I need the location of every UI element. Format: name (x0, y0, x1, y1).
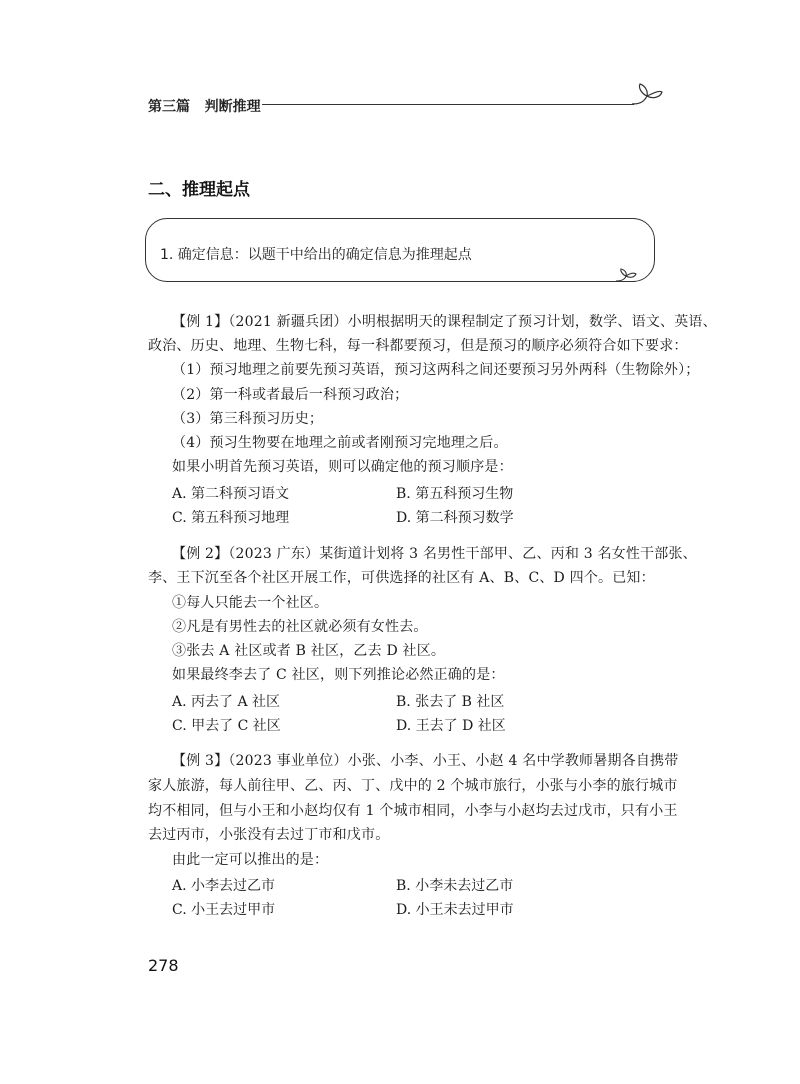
example-3-line: 去过丙市，小张没有去过丁市和戊市。 (148, 827, 390, 843)
running-header (148, 96, 261, 116)
example-3-option-a: A. 小李去过乙市 (172, 878, 276, 894)
example-1-line: 如果小明首先预习英语，则可以确定他的预习顺序是： (172, 459, 513, 475)
example-3-line: 均不相同，但与小王和小赵均仅有 1 个城市相同，小李与小赵均去过戊市，只有小王 (148, 803, 678, 819)
example-1-line: （1）预习地理之前要先预习英语，预习这两科之间还要预习另外两科（生物除外）； (172, 362, 700, 378)
example-1-line: （4）预习生物要在地理之前或者刚预习完地理之后。 (172, 435, 508, 451)
sprout-icon (630, 82, 664, 108)
example-1-option-c: C. 第五科预习地理 (172, 510, 290, 526)
example-2-line: ③张去 A 社区或者 B 社区，乙去 D 社区。 (172, 643, 446, 659)
example-3-line: 家人旅游，每人前往甲、乙、丙、丁、戊中的 2 个城市旅行，小张与小李的旅行城市 (148, 778, 678, 794)
example-1-line: 政治、历史、地理、生物七科，每一科都要预习，但是预习的顺序必须符合如下要求： (148, 338, 688, 354)
example-3-option-d: D. 小王未去过甲市 (396, 902, 514, 918)
example-2-line: ①每人只能去一个社区。 (172, 595, 329, 611)
info-box-text: 1. 确定信息：以题干中给出的确定信息为推理起点 (160, 247, 472, 263)
example-2-line: 如果最终李去了 C 社区，则下列推论必然正确的是： (172, 667, 505, 683)
example-2-option-d: D. 王去了 D 社区 (396, 718, 506, 734)
header-part: 第三篇 (148, 99, 190, 115)
example-1-option-b: B. 第五科预习生物 (396, 486, 514, 502)
header-subject: 判断推理 (204, 99, 261, 115)
example-2-option-c: C. 甲去了 C 社区 (172, 718, 281, 734)
example-2-line: ②凡是有男性去的社区就必须有女性去。 (172, 619, 428, 635)
section-title: 二、推理起点 (148, 180, 250, 200)
header-rule (262, 104, 634, 105)
leaf-icon (614, 268, 638, 284)
example-1-line: （3）第三科预习历史； (172, 411, 324, 427)
example-1-line: （2）第一科或者最后一科预习政治； (172, 387, 409, 403)
example-1-option-a: A. 第二科预习语文 (172, 486, 290, 502)
example-2-option-a: A. 丙去了 A 社区 (172, 694, 281, 710)
example-3-line: 由此一定可以推出的是： (172, 852, 329, 868)
example-2-option-b: B. 张去了 B 社区 (396, 694, 505, 710)
example-2-line: 【例 2】（2023 广东）某街道计划将 3 名男性干部甲、乙、丙和 3 名女性干部张、 (172, 546, 697, 562)
example-2-line: 李、王下沉至各个社区开展工作，可供选择的社区有 A、B、C、D 四个。已知： (148, 570, 655, 586)
example-3-option-b: B. 小李未去过乙市 (396, 878, 514, 894)
example-3-line: 【例 3】（2023 事业单位）小张、小李、小王、小赵 4 名中学教师暑期各自携带 (172, 753, 679, 769)
page-number: 278 (148, 956, 179, 975)
example-1-line: 【例 1】（2021 新疆兵团）小明根据明天的课程制定了预习计划，数学、语文、英语、 (172, 314, 717, 330)
example-3-option-c: C. 小王去过甲市 (172, 902, 276, 918)
example-1-option-d: D. 第二科预习数学 (396, 510, 514, 526)
